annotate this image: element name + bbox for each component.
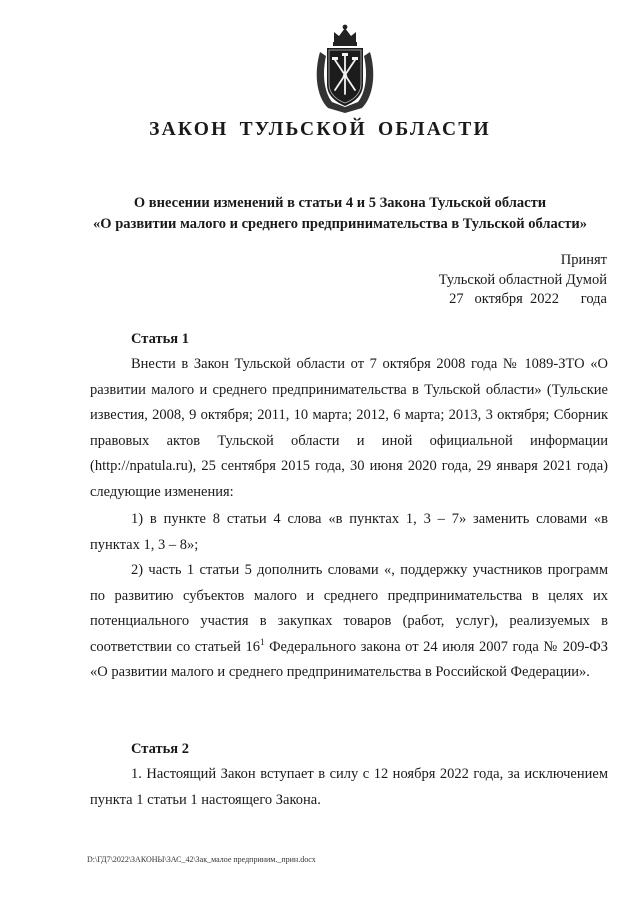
article-1-intro [90,352,608,506]
article-1-item-2-text-b: Федерального закона от 24 июля 2007 года № 209-ФЗ «О развитии малого и среднего предпринимательства в Российской Федерации». [90,638,608,681]
article-2-item-1-text: 1. Настоящий Закон вступает в силу с 12 ноября 2022 года, за исключением пункта 1 статьи 1 настоящего Закона. [90,766,608,808]
subtitle-line-2: «О развитии малого и среднего предпринимательства в Тульской области» [93,216,587,232]
adoption-date [439,290,607,310]
article-1-intro-text: Внести в Закон Тульской области от 7 октября 2008 года № 1089-ЗТО «О развитии малого и среднего предпринимательства в Тульской области» (Тульские известия, 2008, 9 октября; 2011, 10 марта; 2012, 6 марта; 2013, 3 октября; Сборник правовых актов Тульской области и иной официальной информации (http://npatula.ru), 25 сентября 2015 года, 30 июня 2020 года, 29 января 2021 года) следующие изменения: [90,356,608,500]
adoption-day: 27 [449,291,464,307]
article-1-item-2-text-a: 2) часть 1 статьи 5 дополнить словами «, поддержку участников программ по развитию субъектов малого и среднего предпринимательства в целях их потенциального участия в закупках товаров (работ, услуг), реализуемых в соответствии со статьей 16 [90,562,608,655]
law-title: ЗАКОН ТУЛЬСКОЙ ОБЛАСТИ [149,119,491,140]
article-1-item-2-superscript: 1 [260,636,265,647]
footer-file-path: D:\ГД7\2022\ЗАКОНЫ\ЗАС_42\Зак_малое предприним._прин.docx [87,855,316,864]
adoption-line-1: Принят [560,252,607,268]
subtitle-line-1: О внесении изменений в статьи 4 и 5 Закона Тульской области [133,195,547,211]
adoption-line-2: Тульской областной Думой [438,271,607,288]
tula-coat-of-arms-icon [310,22,380,114]
adoption-block [439,251,607,310]
article-1-heading: Статья 1 [131,331,189,347]
adoption-month: октября [474,291,523,307]
article-1-item-1-text: 1) в пункте 8 статьи 4 слова «в пунктах 1, 3 – 7» заменить словами «в пунктах 1, 3 – 8»; [90,511,608,553]
article-1-item-2 [90,558,608,686]
article-2-heading: Статья 2 [131,741,189,757]
adoption-year: 2022 [530,291,560,307]
adoption-year-word: года [580,291,607,307]
article-2-item-1 [90,762,608,813]
law-subtitle [60,193,620,235]
article-1-item-1 [90,507,608,558]
